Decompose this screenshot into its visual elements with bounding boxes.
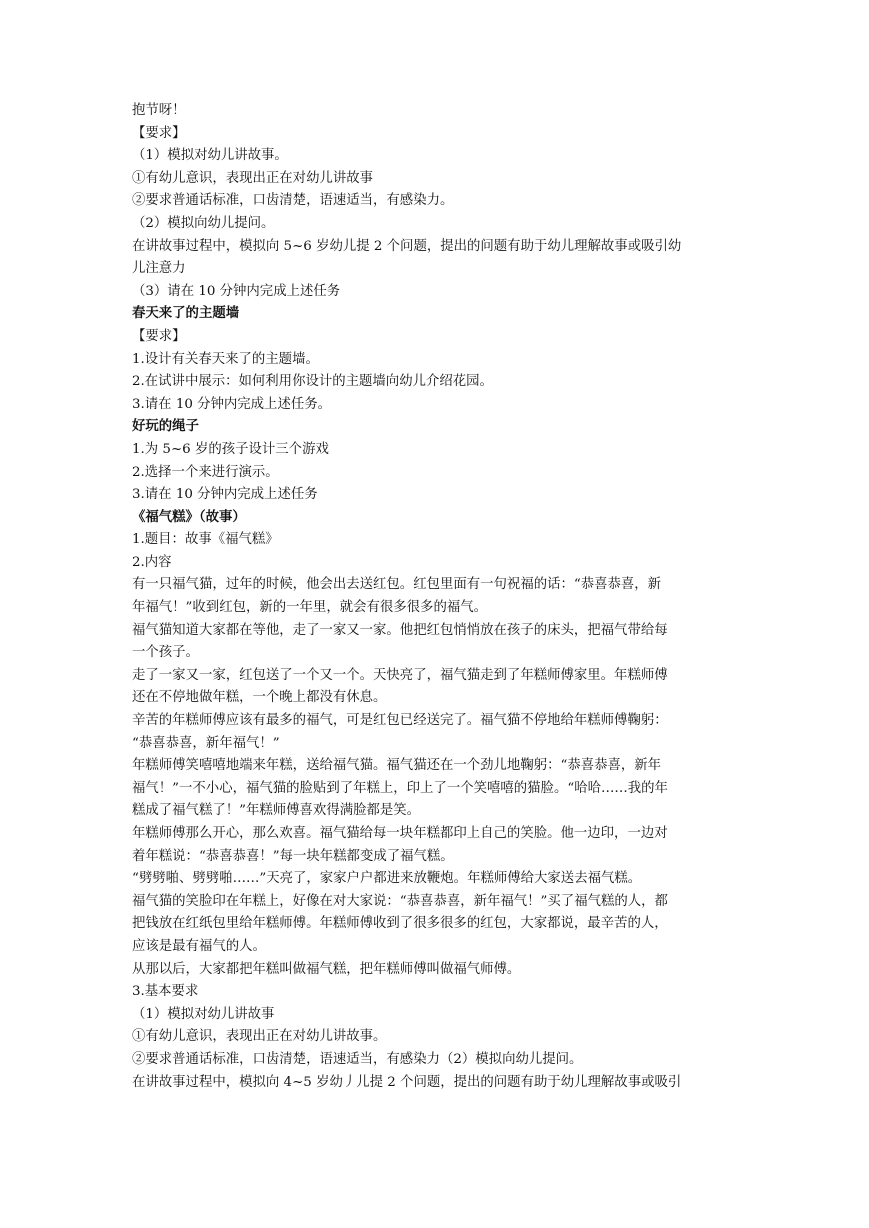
story-line: 年糕师傅那么开心，那么欢喜。福气猫给每一块年糕都印上自己的笑脸。他一边印，一边对 (132, 826, 668, 841)
text-line: 2.内容 (132, 554, 172, 570)
story-line: 福气猫的笑脸印在年糕上，好像在对大家说：“恭喜恭喜，新年福气！”买了福气糕的人，都 (132, 893, 668, 909)
text-line: 1.题目：故事《福气糕》 (132, 532, 279, 548)
story-line: 还在不停地做年糕，一个晚上都没有休息。 (132, 690, 387, 706)
section-title: 《福气糕》（故事） (132, 509, 246, 525)
section-title: 春天来了的主题墙 (132, 306, 240, 322)
story-line: “劈劈啪、劈劈啪……”天亮了，家家户户都进来放鞭炮。年糕师傅给大家送去福气糕。 (132, 871, 642, 887)
story-line: 从那以后，大家都把年糕叫做福气糕，把年糕师傅叫做福气师傅。 (132, 961, 521, 977)
text-line: 3.请在 10 分钟内完成上述任务。 (132, 396, 332, 412)
story-line: 走了一家又一家，红包送了一个又一个。天快亮了，福气猫走到了年糕师傅家里。年糕师傅 (132, 667, 668, 683)
text-line: 2.在试讲中展示：如何利用你设计的主题墙向幼儿介绍花园。 (132, 374, 493, 390)
text-line: （1）模拟对幼儿讲故事。 (132, 148, 288, 164)
requirements-heading: 【要求】 (132, 125, 186, 141)
text-line: （1）模拟对幼儿讲故事 (132, 1006, 275, 1022)
story-line: 有一只福气猫，过年的时候，他会出去送红包。红包里面有一句祝福的话：“恭喜恭喜，新 (132, 577, 662, 593)
text-line: 3.请在 10 分钟内完成上述任务 (132, 487, 318, 503)
story-line: 应该是最有福气的人。 (132, 938, 266, 954)
text-line: 3.基本要求 (132, 984, 199, 1000)
text-line: （2）模拟向幼儿提问。 (132, 215, 275, 231)
story-line: 糕成了福气糕了！”年糕师傅喜欢得满脸都是笑。 (132, 803, 421, 819)
text-line: 1.设计有关春天来了的主题墙。 (132, 351, 319, 367)
text-line: ②要求普通话标准，口齿清楚，语速适当，有感染力。 (132, 193, 454, 209)
story-line: 年糕师傅笑嘻嘻地端来年糕，送给福气猫。福气猫还在一个劲儿地鞠躬：“恭喜恭喜，新年 (132, 758, 662, 774)
document-page (132, 100, 742, 1094)
text-line: ①有幼儿意识，表现出正在对幼儿讲故事。 (132, 1029, 387, 1045)
text-line: ②要求普通话标准，口齿清楚，语速适当，有感染力（2）模拟向幼儿提问。 (132, 1051, 583, 1067)
story-line: 辛苦的年糕师傅应该有最多的福气，可是红包已经送完了。福气猫不停地给年糕师傅鞠躬： (132, 713, 668, 729)
story-line: 福气猫知道大家都在等他，走了一家又一家。他把红包悄悄放在孩子的床头，把福气带给每 (132, 622, 668, 638)
story-line: 年福气！”收到红包，新的一年里，就会有很多很多的福气。 (132, 600, 487, 616)
story-line: 把钱放在红纸包里给年糕师傅。年糕师傅收到了很多很多的红包，大家都说，最辛苦的人， (132, 916, 668, 932)
story-line: 着年糕说：“恭喜恭喜！”每一块年糕都变成了福气糕。 (132, 848, 454, 864)
text-line: ①有幼儿意识，表现出正在对幼儿讲故事 (132, 170, 374, 186)
text-line: 1.为 5~6 岁的孩子设计三个游戏 (132, 441, 329, 457)
text-line: 在讲故事过程中，模拟向 4~5 岁幼丿儿提 2 个问题，提出的问题有助于幼儿理解故事或吸引 (132, 1074, 682, 1090)
story-line: 一个孩子。 (132, 645, 199, 661)
text-line: 抱节呀！ (132, 103, 186, 118)
text-line: 在讲故事过程中，模拟向 5~6 岁幼儿提 2 个问题，提出的问题有助于幼儿理解故事或吸引幼 (132, 238, 682, 254)
story-line: “恭喜恭喜，新年福气！” (132, 735, 280, 751)
requirements-heading: 【要求】 (132, 328, 186, 344)
text-line: （3）请在 10 分钟内完成上述任务 (132, 283, 341, 299)
text-line: 2.选择一个来进行演示。 (132, 464, 279, 480)
story-line: 福气！”一不小心，福气猫的脸贴到了年糕上，印上了一个笑嘻嘻的猫脸。“哈哈……我的年 (132, 780, 668, 796)
section-title: 好玩的绳子 (132, 419, 199, 435)
text-line: 儿注意力 (132, 261, 186, 277)
